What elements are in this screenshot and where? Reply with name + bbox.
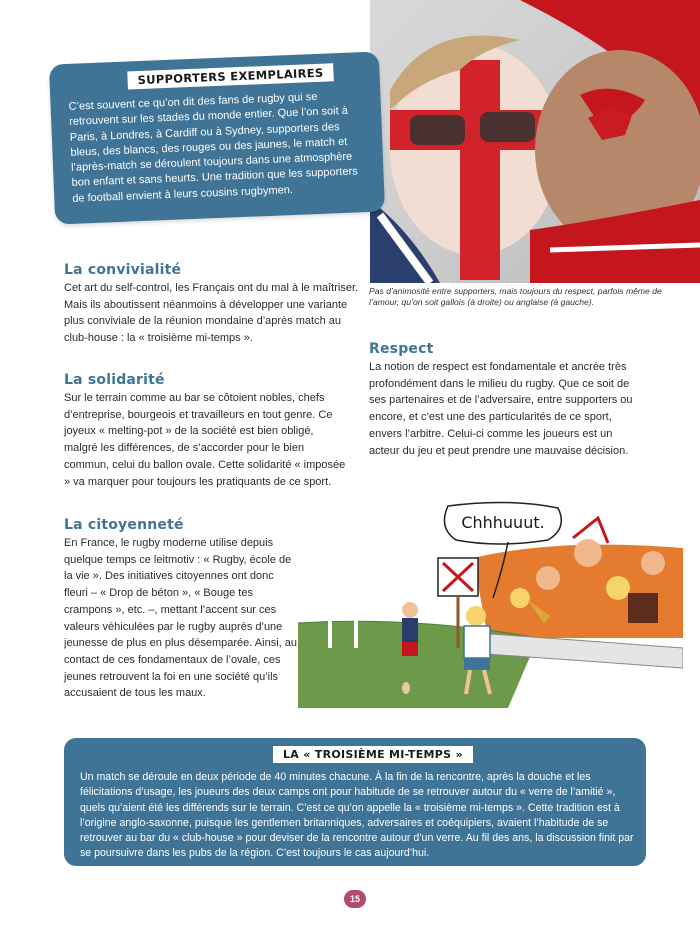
page-number: 15	[344, 890, 366, 908]
troisieme-mi-temps-text: Un match se déroule en deux période de 40 minutes chacune. À la fin de la rencontre, après la douche et les félicitations d’usage, les joueurs des deux camps ont pour habitude de se retrouver autour du « verre de l’amitié », quels qu’aient été les différends sur le terrain. C’est ce qu’on appelle la « troisième mi-temps ». Cette tradition est à l’origine anglo-saxonne, puisque les gentlemen britanniques, adversaires et coéquipiers, avaient l’habitude de se retrouver au bar du « club-house » pour deviser de la rencontre autour d’un verre. Au fil des ans, la discussion finit par se poursuivre dans les pubs de la région. C’est toujours le cas aujourd’hui.	[80, 771, 634, 860]
supporters-photo	[370, 0, 700, 283]
supporters-box	[49, 51, 385, 224]
troisieme-mi-temps-box	[64, 738, 646, 866]
convivialite-heading: La convivialité	[64, 262, 182, 278]
rugby-illustration	[298, 498, 683, 708]
respect-text: La notion de respect est fondamentale et ancrée très profondément dans le milieu du rugby. Que ce soit de ses partenaires et de l’adversaire, entre supporters ou encore, et c’est une des particularités de ce sport, envers l’arbitre. Celui-ci comme les joueurs est un acteur du jeu et peut prendre une mauvaise décision.	[369, 361, 633, 457]
respect-heading: Respect	[369, 341, 434, 357]
speech-bubble-text: Chhhuuut.	[461, 513, 545, 532]
solidarite-text: Sur le terrain comme au bar se côtoient nobles, chefs d’entreprise, bourgeois et travailleurs en tout genre. Ce joyeux « melting-pot » de la société est bien obligé, malgré les différences, de s’accorder pour le bien commun, celui du ballon ovale. Cette solidarité « imposée » va marquer pour toujours les pratiquants de ce sport.	[64, 392, 346, 488]
solidarite-heading: La solidarité	[64, 372, 165, 388]
citoyennete-text: En France, le rugby moderne utilise depuis quelque temps ce leitmotiv : « Rugby, école de la vie ». Des initiatives citoyennes ont donc fleuri – « Drop de béton », « Bouge tes crampons », etc. –, mettant l’accent sur ces valeurs véhiculées par le rugby auprès d’une jeunesse de plus en plus désemparée. Ainsi, au contact de ces fondamentaux de l’ovale, ces jeunes retrouvent la foi en une société qu’ils accusaient de tous les maux.	[64, 537, 297, 700]
photo-caption: Pas d’animosité entre supporters, mais toujours du respect, parfois même de l’amour, qu’on soit gallois (à droite) ou anglaise (à gauche).	[369, 286, 662, 307]
troisieme-mi-temps-title: LA « TROISIÈME MI-TEMPS »	[273, 746, 473, 763]
supporters-title: SUPPORTERS EXEMPLAIRES	[127, 63, 334, 89]
citoyennete-heading: La citoyenneté	[64, 517, 184, 533]
convivialite-text: Cet art du self-control, les Français ont du mal à le maîtriser. Mais ils aboutissent néanmoins à développer une variante plus conviviale de la réunion mondaine d’après match au club-house : la « troisième mi-temps ».	[64, 282, 359, 345]
supporters-text: C’est souvent ce qu’on dit des fans de rugby qui se retrouvent sur les stades du monde entier. Que l’on soit à Paris, à Londres, à Cardiff ou à Sydney, supporters des bleus, des blancs, des rouges ou des jaunes, le match et l’après-match se déroulent toujours dans une atmosphère bon enfant et sans heurts. Une tradition que les supporters de football envient à leurs cousins rugbymen.	[68, 90, 358, 205]
